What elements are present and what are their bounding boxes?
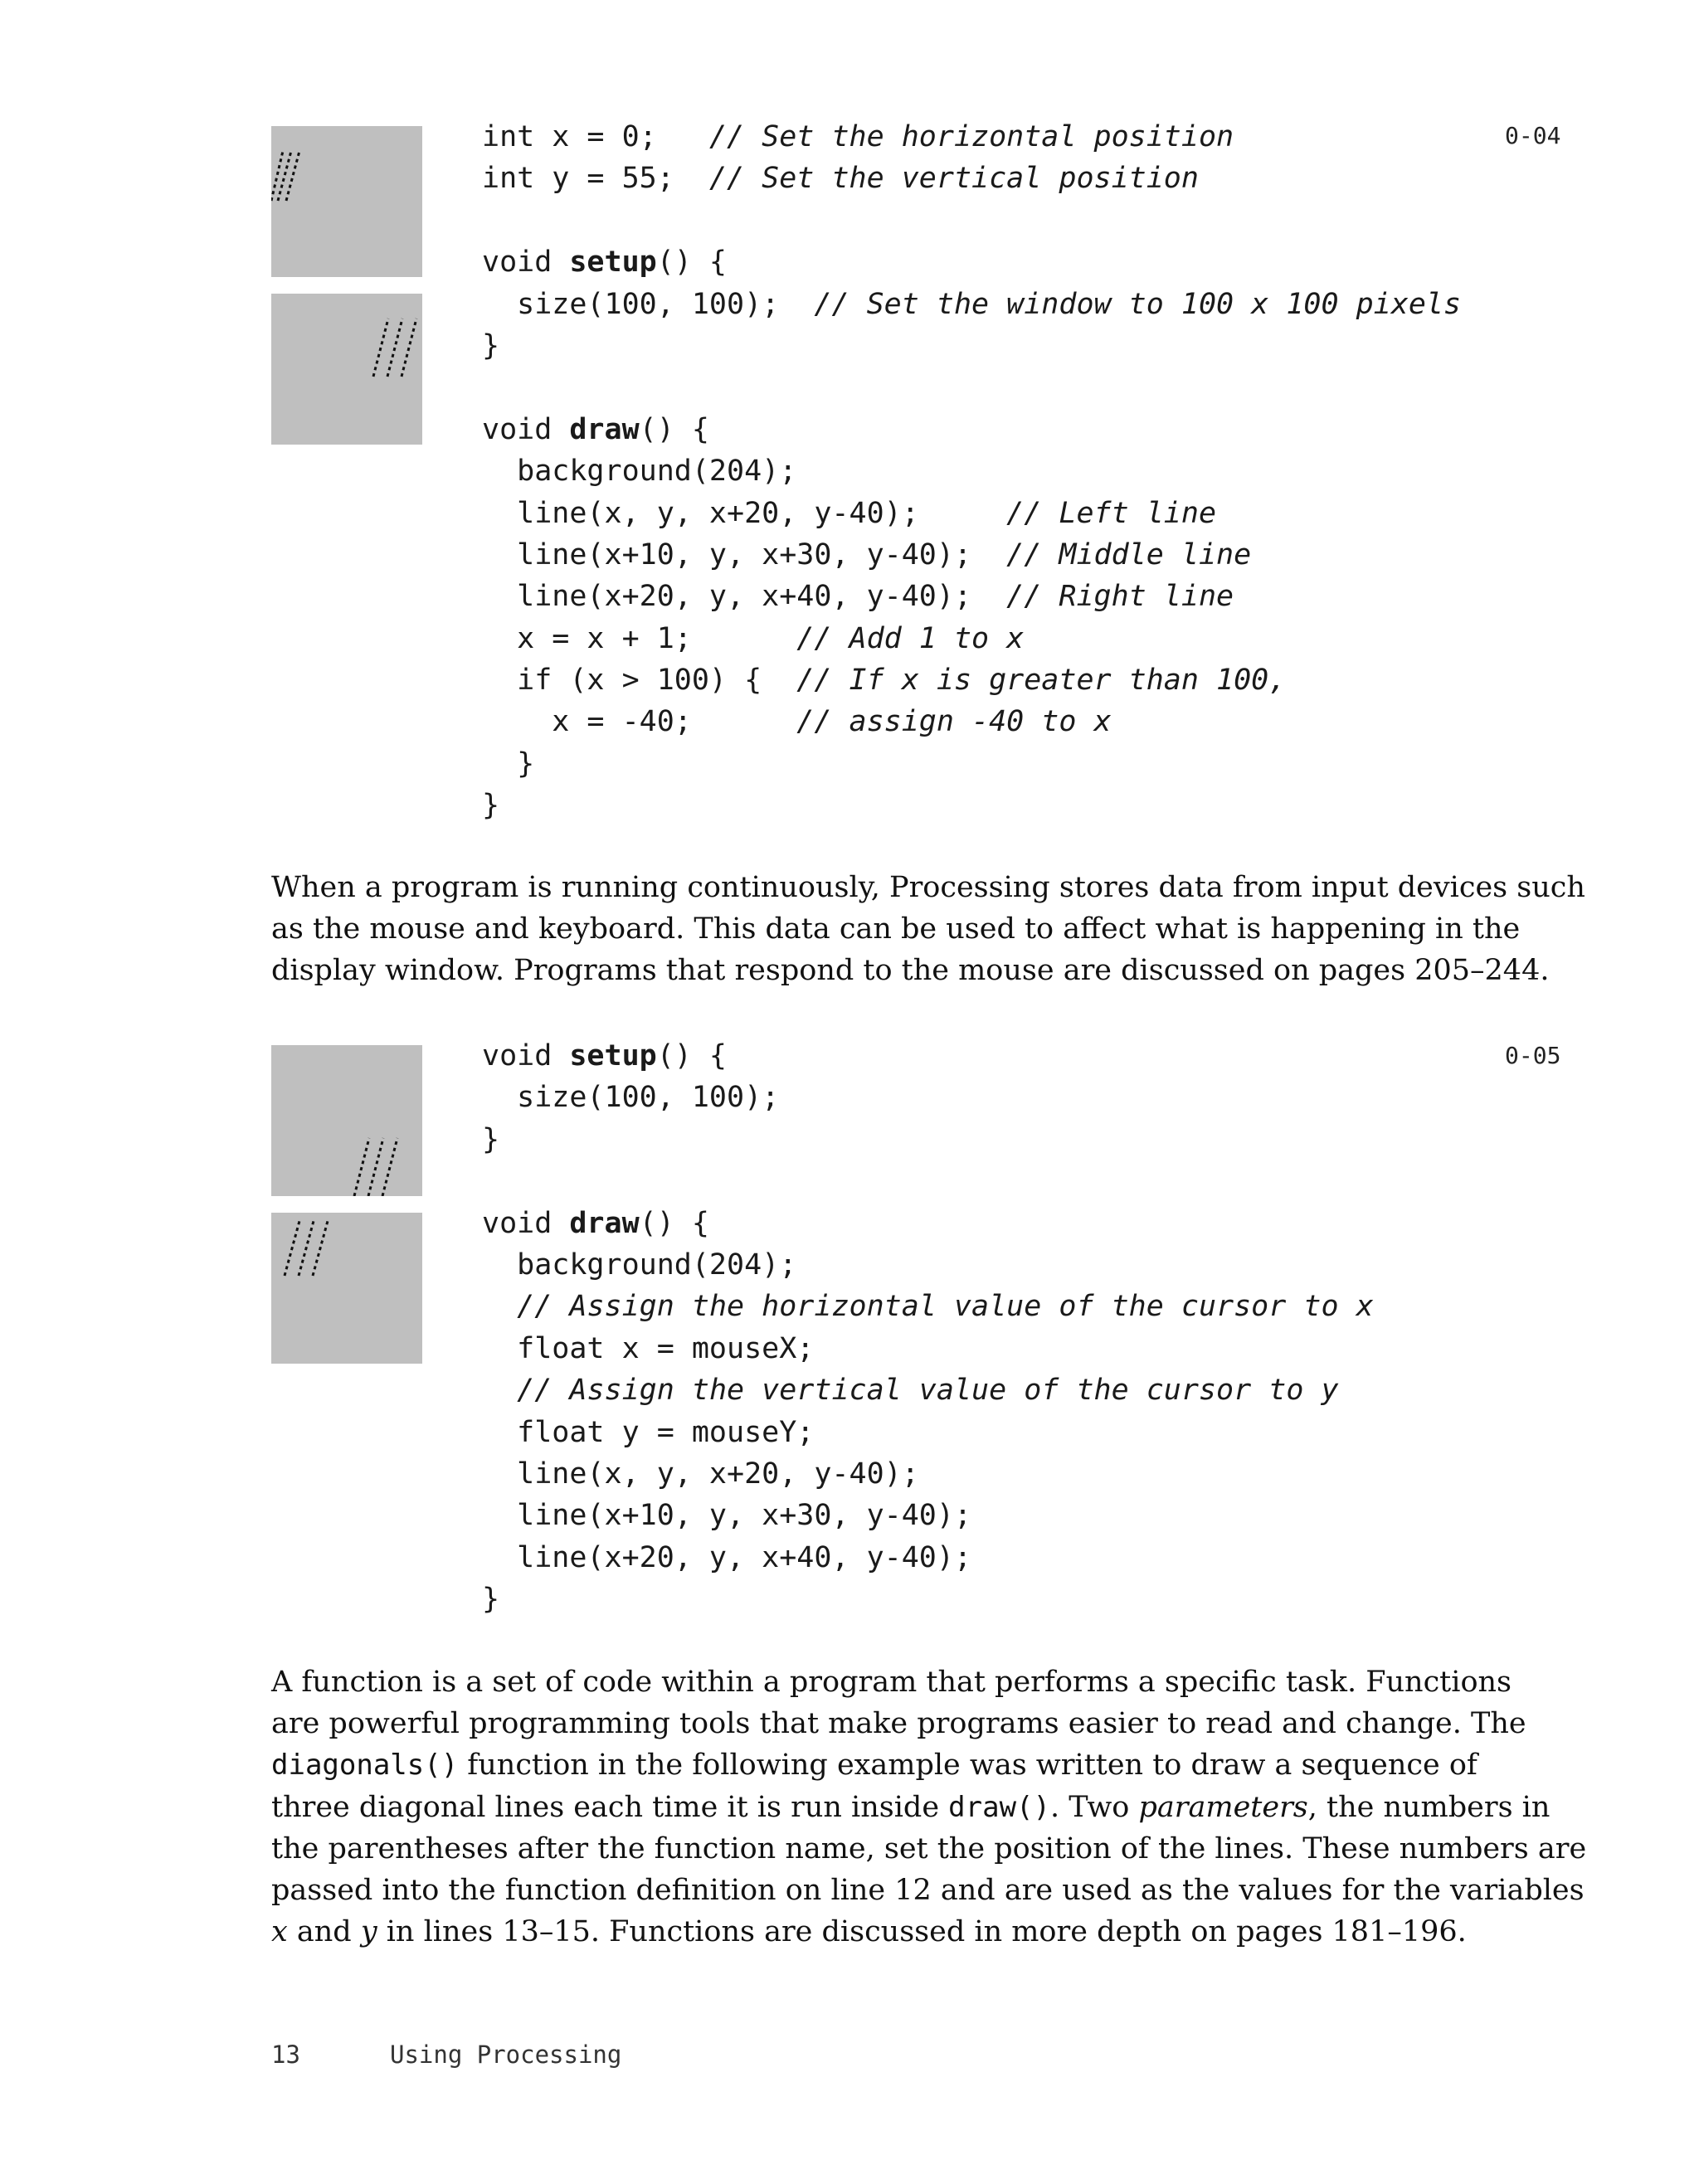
code-text: void: [482, 412, 570, 446]
code-line: [482, 1286, 1374, 1327]
code-comment: // If x is greater than 100,: [796, 664, 1287, 698]
code-line: [482, 1369, 1374, 1411]
code-comment: // Assign the horizontal value of the cursor to x: [517, 1290, 1374, 1324]
code-line: [482, 1244, 1374, 1286]
paragraph-line: the parentheses after the function name, set the position of the lines. These numbers are: [271, 1831, 1587, 1865]
code-line: [482, 1495, 1374, 1536]
code-line: [482, 116, 1461, 158]
code-text: line(x+10, y, x+30, y-40);: [482, 537, 1007, 572]
code-text: () {: [656, 1039, 728, 1073]
variable-name: x: [271, 1915, 288, 1949]
code-text: line(x, y, x+20, y-40);: [482, 496, 1007, 530]
code-line: [482, 1412, 1374, 1453]
code-line: [482, 450, 1461, 492]
code-text: line(x+20, y, x+40, y-40);: [482, 1540, 972, 1574]
code-line: [482, 1035, 1374, 1077]
code-text: line(x+20, y, x+40, y-40);: [482, 580, 1007, 614]
paragraph-line: [271, 1744, 1477, 1786]
paragraph-line: display window. Programs that respond to the mouse are discussed on pages 205–244.: [271, 954, 1550, 988]
code-comment: // Assign the vertical value of the cursor to y: [517, 1374, 1339, 1408]
code-text: () {: [639, 1206, 709, 1240]
code-text: if (x > 100) {: [482, 664, 797, 698]
code-line: [482, 701, 1461, 742]
code-line: [482, 241, 1461, 283]
code-text: [482, 1374, 517, 1407]
code-comment: // Set the window to 100 x 100 pixels: [814, 287, 1462, 321]
code-comment: // Left line: [1006, 496, 1217, 530]
inline-code: diagonals(): [271, 1749, 459, 1783]
paragraph-line: [271, 1787, 1551, 1828]
diagonal-lines-graphic: [271, 294, 422, 445]
code-text: }: [482, 1583, 500, 1617]
code-line: [482, 1077, 1374, 1118]
code-line: [482, 576, 1461, 617]
code-text: float x = mouseX;: [482, 1331, 815, 1365]
paragraph-functions: [271, 1661, 1587, 1953]
code-text: x = -40;: [482, 705, 797, 739]
code-line: [482, 158, 1461, 199]
code-line: [482, 200, 1461, 241]
code-text: }: [482, 328, 500, 362]
code-comment: // Right line: [1006, 580, 1234, 614]
example-0-05-output-frame-2: [271, 1213, 422, 1364]
code-line: [482, 1328, 1374, 1369]
code-function-name: draw: [569, 412, 640, 446]
code-text: }: [482, 747, 535, 781]
code-text: size(100, 100);: [482, 287, 815, 321]
code-comment: // Add 1 to x: [796, 621, 1025, 655]
code-comment: // assign -40 to x: [796, 705, 1112, 739]
paragraph-input-devices: [271, 867, 1585, 992]
code-text: background(204);: [482, 455, 797, 489]
code-text: background(204);: [482, 1248, 797, 1282]
code-text: line(x, y, x+20, y-40);: [482, 1457, 919, 1491]
code-text: float y = mouseY;: [482, 1415, 815, 1449]
paragraph-line: [271, 1911, 1474, 1953]
paragraph-line: are powerful programming tools that make programs easier to read and change. The: [271, 1707, 1526, 1741]
code-comment: // Middle line: [1006, 537, 1252, 572]
paragraph-line: passed into the function definition on line 12 and are used as the values for the variables: [271, 1873, 1585, 1907]
code-text: line(x+10, y, x+30, y-40);: [482, 1499, 972, 1533]
code-line: [482, 785, 1461, 826]
paragraph-text: , the numbers in: [1307, 1790, 1551, 1824]
code-function-name: setup: [569, 1039, 657, 1073]
code-line: [482, 618, 1461, 659]
code-text: void: [482, 1206, 570, 1240]
example-number: 0-04: [1505, 122, 1561, 149]
example-0-04-output-frame-2: [271, 294, 422, 445]
code-line: [482, 1160, 1374, 1202]
code-line: [482, 325, 1461, 367]
paragraph-line: as the mouse and keyboard. This data can be used to affect what is happening in the: [271, 912, 1521, 946]
code-line: [482, 1119, 1374, 1160]
paragraph-text: three diagonal lines each time it is run inside: [271, 1790, 949, 1824]
code-line: [482, 1453, 1374, 1495]
code-text: int x = 0;: [482, 120, 709, 153]
paragraph-line: When a program is running continuously, Processing stores data from input devices such: [271, 871, 1585, 904]
inline-code: draw(): [948, 1790, 1050, 1824]
code-line: [482, 409, 1461, 450]
code-text: }: [482, 789, 500, 823]
variable-name: y: [360, 1915, 377, 1949]
code-block-0-04: [482, 116, 1461, 827]
code-text: [482, 1290, 517, 1323]
example-0-04-output-frame-1: [271, 126, 422, 277]
paragraph-text: . Two: [1050, 1790, 1139, 1824]
running-footer-section: Using Processing: [390, 2041, 622, 2069]
paragraph-text: in lines 13–15. Functions are discussed in more depth on pages 181–196.: [377, 1915, 1467, 1949]
code-text: x = x + 1;: [482, 621, 797, 655]
paragraph-line: A function is a set of code within a program that performs a specific task. Functions: [271, 1666, 1512, 1699]
code-line: [482, 367, 1461, 408]
code-block-0-05: [482, 1035, 1374, 1620]
code-line: [482, 1203, 1374, 1244]
page-number: 13: [271, 2041, 300, 2069]
code-comment: // Set the vertical position: [708, 162, 1199, 196]
paragraph-text: and: [287, 1915, 361, 1949]
diagonal-lines-graphic: [271, 1045, 422, 1196]
code-line: [482, 284, 1461, 325]
code-text: () {: [639, 412, 709, 446]
code-line: [482, 534, 1461, 576]
emphasis: parameters: [1138, 1790, 1308, 1824]
code-function-name: draw: [569, 1206, 640, 1240]
code-text: void: [482, 1039, 570, 1073]
code-line: [482, 1537, 1374, 1578]
paragraph-text: function in the following example was written to draw a sequence of: [458, 1749, 1477, 1783]
diagonal-lines-graphic: [271, 126, 422, 277]
example-0-05-output-frame-1: [271, 1045, 422, 1196]
code-text: () {: [656, 246, 728, 280]
code-function-name: setup: [569, 246, 657, 280]
code-text: int y = 55;: [482, 162, 709, 196]
code-line: [482, 743, 1461, 785]
diagonal-lines-graphic: [271, 1213, 422, 1364]
code-text: void: [482, 246, 570, 280]
code-line: [482, 1578, 1374, 1620]
code-text: size(100, 100);: [482, 1081, 780, 1115]
code-line: [482, 659, 1461, 701]
example-number: 0-05: [1505, 1042, 1561, 1069]
code-line: [482, 493, 1461, 534]
code-comment: // Set the horizontal position: [708, 120, 1234, 153]
code-text: }: [482, 1122, 500, 1156]
